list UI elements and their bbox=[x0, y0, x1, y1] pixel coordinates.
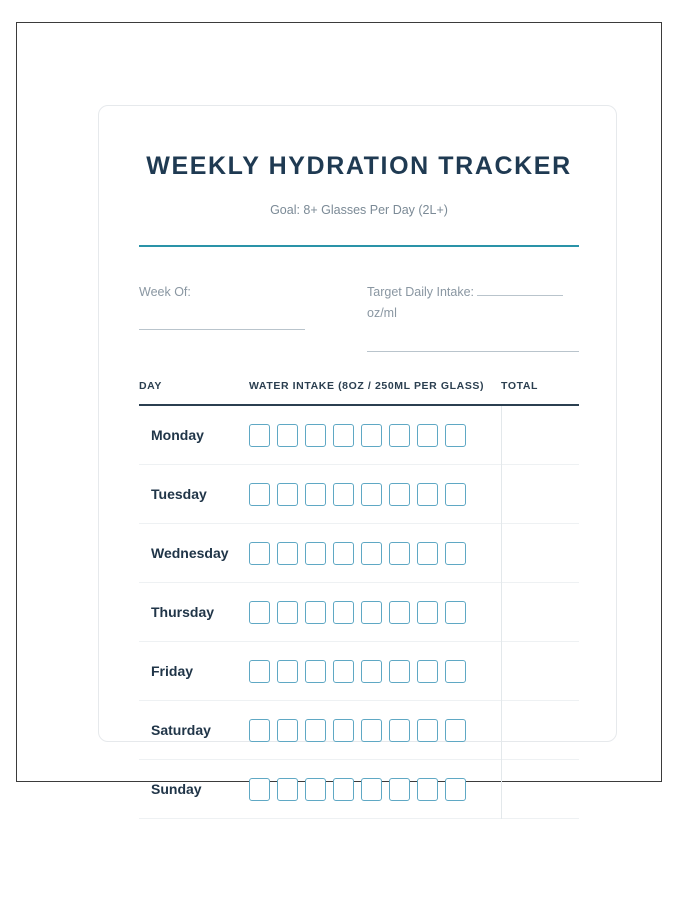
glass-checkbox[interactable] bbox=[361, 660, 382, 683]
glass-checkbox[interactable] bbox=[417, 483, 438, 506]
glass-checkbox[interactable] bbox=[389, 719, 410, 742]
glass-checkbox-group bbox=[249, 465, 501, 524]
glass-checkbox[interactable] bbox=[305, 542, 326, 565]
glass-checkbox[interactable] bbox=[249, 542, 270, 565]
glass-checkbox[interactable] bbox=[389, 601, 410, 624]
hydration-table bbox=[139, 380, 579, 819]
glass-checkbox[interactable] bbox=[277, 719, 298, 742]
total-input[interactable] bbox=[501, 583, 579, 642]
day-label: Wednesday bbox=[151, 545, 229, 561]
glass-checkbox[interactable] bbox=[361, 719, 382, 742]
glass-checkbox[interactable] bbox=[445, 778, 466, 801]
target-intake-label: Target Daily Intake: bbox=[367, 285, 474, 299]
week-of-label: Week Of: bbox=[139, 285, 191, 299]
total-input[interactable] bbox=[501, 524, 579, 583]
table-row bbox=[139, 405, 579, 465]
table-row bbox=[139, 465, 579, 524]
target-intake-unit: oz/ml bbox=[367, 306, 397, 320]
glass-checkbox[interactable] bbox=[305, 424, 326, 447]
glass-checkbox[interactable] bbox=[389, 483, 410, 506]
table-row bbox=[139, 524, 579, 583]
table-row bbox=[139, 642, 579, 701]
table-row bbox=[139, 760, 579, 819]
glass-checkbox-row bbox=[249, 719, 501, 742]
page-title: WEEKLY HYDRATION TRACKER bbox=[146, 152, 572, 180]
glass-checkbox[interactable] bbox=[361, 542, 382, 565]
total-input[interactable] bbox=[501, 760, 579, 819]
glass-checkbox[interactable] bbox=[249, 601, 270, 624]
glass-checkbox[interactable] bbox=[249, 424, 270, 447]
glass-checkbox-group bbox=[249, 642, 501, 701]
table-body bbox=[139, 405, 579, 819]
glass-checkbox[interactable] bbox=[361, 778, 382, 801]
glass-checkbox[interactable] bbox=[333, 719, 354, 742]
day-label: Saturday bbox=[151, 722, 211, 738]
glass-checkbox[interactable] bbox=[445, 660, 466, 683]
glass-checkbox[interactable] bbox=[249, 778, 270, 801]
glass-checkbox-row bbox=[249, 483, 501, 506]
glass-checkbox[interactable] bbox=[305, 483, 326, 506]
form-fields-row bbox=[139, 281, 579, 352]
week-of-input[interactable] bbox=[139, 307, 305, 330]
column-header-total: TOTAL bbox=[501, 380, 539, 392]
glass-checkbox[interactable] bbox=[333, 424, 354, 447]
glass-checkbox[interactable] bbox=[333, 601, 354, 624]
glass-checkbox[interactable] bbox=[361, 601, 382, 624]
target-intake-label-row bbox=[367, 281, 579, 303]
glass-checkbox[interactable] bbox=[333, 542, 354, 565]
glass-checkbox[interactable] bbox=[417, 778, 438, 801]
glass-checkbox-row bbox=[249, 778, 501, 801]
day-label: Sunday bbox=[151, 781, 202, 797]
glass-checkbox[interactable] bbox=[389, 660, 410, 683]
glass-checkbox[interactable] bbox=[445, 601, 466, 624]
total-input[interactable] bbox=[501, 465, 579, 524]
glass-checkbox[interactable] bbox=[389, 542, 410, 565]
glass-checkbox[interactable] bbox=[333, 660, 354, 683]
accent-divider bbox=[139, 245, 579, 247]
sheet-content bbox=[139, 136, 579, 819]
glass-checkbox-row bbox=[249, 660, 501, 683]
glass-checkbox-group bbox=[249, 760, 501, 819]
glass-checkbox[interactable] bbox=[445, 483, 466, 506]
table-header-row bbox=[139, 380, 579, 405]
glass-checkbox[interactable] bbox=[305, 660, 326, 683]
glass-checkbox[interactable] bbox=[417, 424, 438, 447]
week-of-field bbox=[139, 281, 367, 352]
column-header-day: DAY bbox=[139, 380, 163, 392]
glass-checkbox[interactable] bbox=[249, 483, 270, 506]
glass-checkbox[interactable] bbox=[277, 660, 298, 683]
glass-checkbox[interactable] bbox=[445, 719, 466, 742]
day-label: Friday bbox=[151, 663, 194, 679]
page-subtitle: Goal: 8+ Glasses Per Day (2L+) bbox=[270, 203, 448, 217]
day-label: Tuesday bbox=[151, 486, 207, 502]
glass-checkbox[interactable] bbox=[305, 719, 326, 742]
glass-checkbox[interactable] bbox=[305, 778, 326, 801]
glass-checkbox[interactable] bbox=[417, 601, 438, 624]
glass-checkbox-group bbox=[249, 524, 501, 583]
glass-checkbox[interactable] bbox=[249, 719, 270, 742]
glass-checkbox[interactable] bbox=[361, 424, 382, 447]
glass-checkbox[interactable] bbox=[305, 601, 326, 624]
glass-checkbox[interactable] bbox=[417, 660, 438, 683]
glass-checkbox[interactable] bbox=[417, 542, 438, 565]
glass-checkbox[interactable] bbox=[249, 660, 270, 683]
target-intake-input[interactable] bbox=[477, 283, 563, 296]
glass-checkbox[interactable] bbox=[333, 778, 354, 801]
target-intake-field bbox=[367, 281, 579, 352]
column-header-intake: WATER INTAKE (8OZ / 250ML PER GLASS) bbox=[249, 380, 485, 392]
printable-page-frame bbox=[16, 22, 662, 797]
total-input[interactable] bbox=[501, 701, 579, 760]
glass-checkbox[interactable] bbox=[277, 483, 298, 506]
glass-checkbox[interactable] bbox=[445, 542, 466, 565]
glass-checkbox-row bbox=[249, 542, 501, 565]
glass-checkbox[interactable] bbox=[417, 719, 438, 742]
glass-checkbox[interactable] bbox=[389, 424, 410, 447]
glass-checkbox-group bbox=[249, 583, 501, 642]
glass-checkbox-row bbox=[249, 424, 501, 447]
hydration-tracker-sheet bbox=[98, 105, 617, 797]
glass-checkbox-group bbox=[249, 701, 501, 760]
glass-checkbox[interactable] bbox=[389, 778, 410, 801]
glass-checkbox-group bbox=[249, 405, 501, 465]
glass-checkbox[interactable] bbox=[277, 601, 298, 624]
table-header bbox=[139, 380, 579, 405]
glass-checkbox-row bbox=[249, 601, 501, 624]
glass-checkbox[interactable] bbox=[361, 483, 382, 506]
glass-checkbox[interactable] bbox=[277, 778, 298, 801]
day-label: Monday bbox=[151, 427, 204, 443]
target-intake-underline bbox=[367, 329, 579, 352]
table-row bbox=[139, 701, 579, 760]
table-row bbox=[139, 583, 579, 642]
glass-checkbox[interactable] bbox=[277, 424, 298, 447]
glass-checkbox[interactable] bbox=[445, 424, 466, 447]
glass-checkbox[interactable] bbox=[277, 542, 298, 565]
glass-checkbox[interactable] bbox=[333, 483, 354, 506]
day-label: Thursday bbox=[151, 604, 215, 620]
total-input[interactable] bbox=[501, 642, 579, 701]
total-input[interactable] bbox=[501, 405, 579, 465]
